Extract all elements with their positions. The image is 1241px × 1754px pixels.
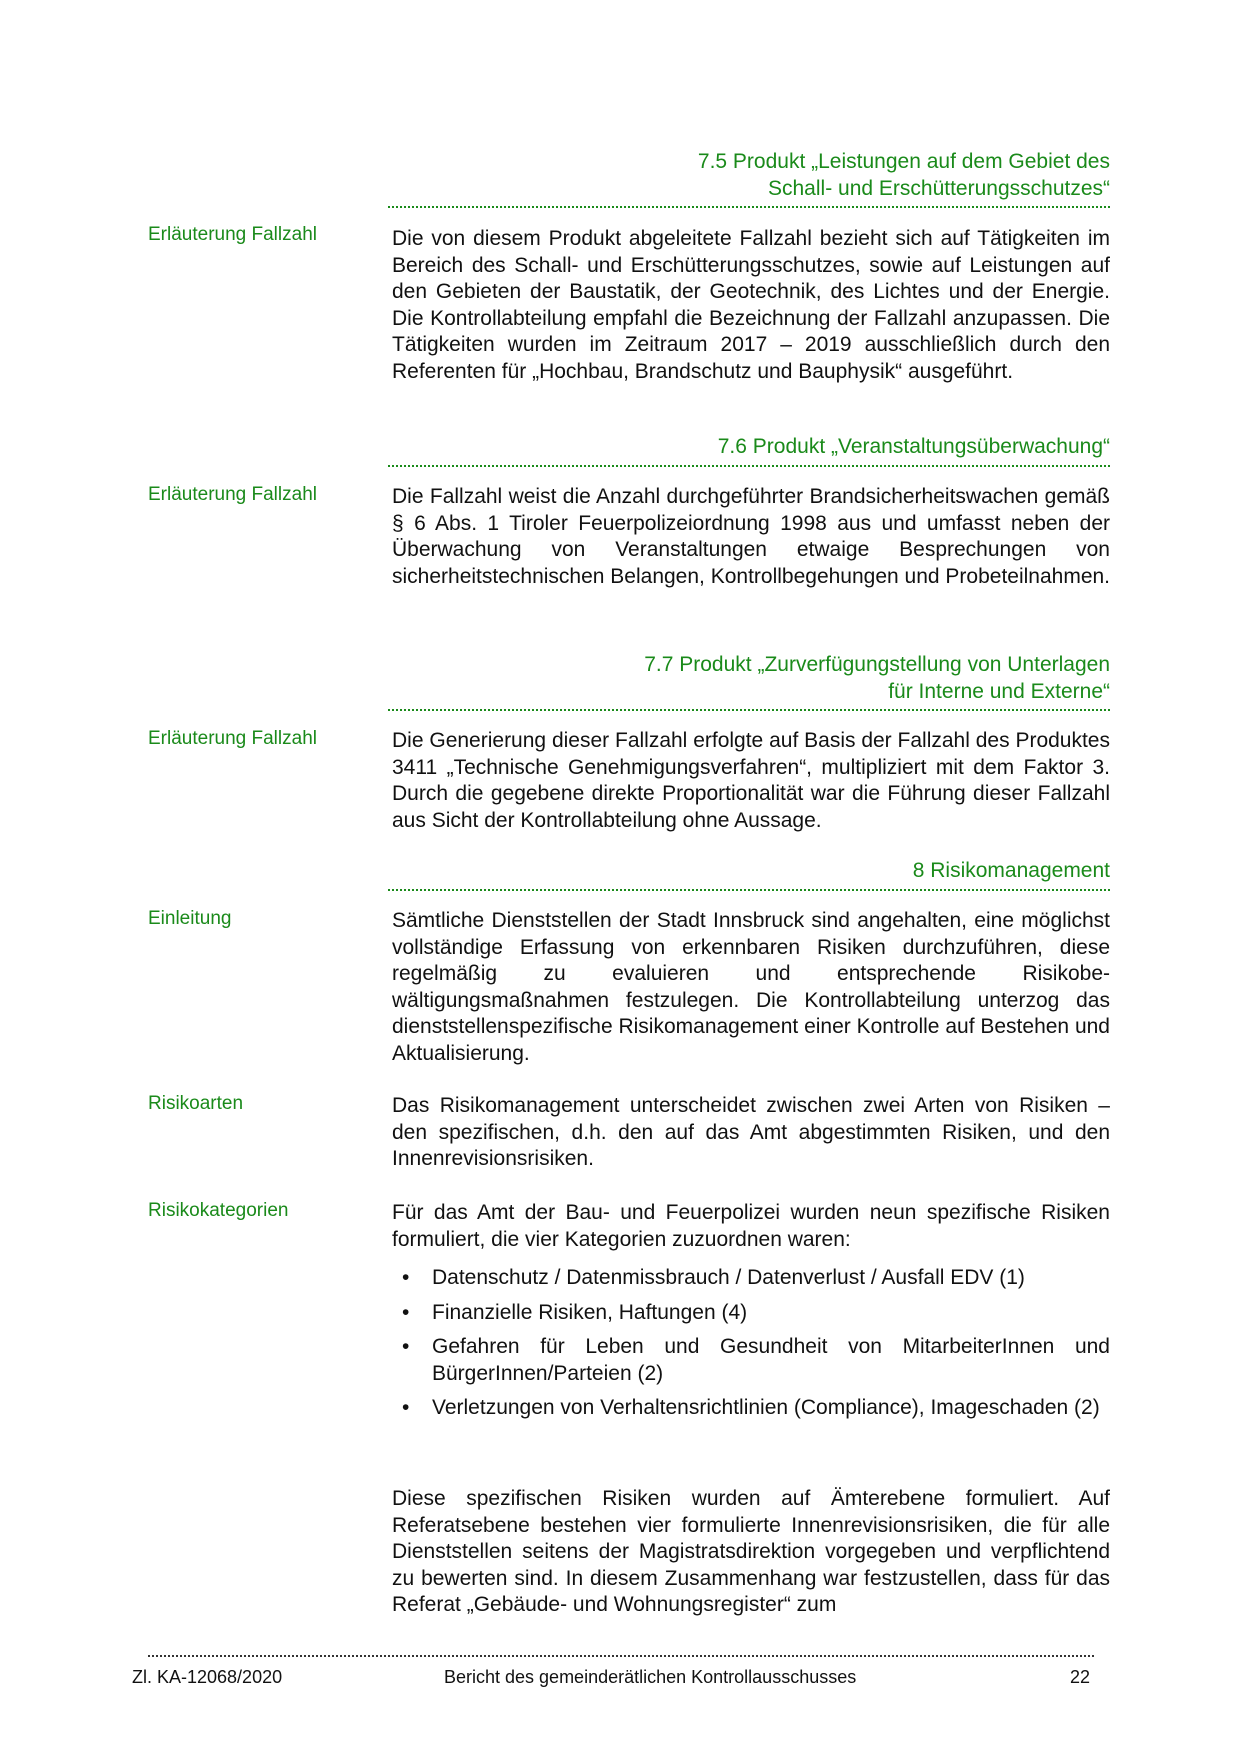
list-item-text: Gefahren für Leben und Gesundheit von MitarbeiterInnen und BürgerInnen/Parteien (2) xyxy=(432,1335,1110,1385)
section-7-5-text: Die von diesem Produkt abgeleitete Fallzahl bezieht sich auf Tätigkeiten im Bereich des Schall- und Erschütterungsschutzes, sowie auf Leistungen auf den Gebieten der Baustatik, der Geotechnik, des Lichtes und der Energie. Die Kontrollabteilung empfahl die Bezeichnung der Fallzahl anzupassen. Die Tätigkeiten wurden im Zeitraum 2017 – 2019 ausschließlich durch den Referenten für „Hochbau, Brandschutz und Bauphysik“ ausgeführt. xyxy=(392,227,1110,383)
section-7-7-heading-line2: für Interne und Externe“ xyxy=(888,680,1110,703)
bullet-icon: • xyxy=(402,1335,410,1359)
footer-divider xyxy=(148,1655,1094,1657)
risikokategorien-text: Für das Amt der Bau- und Feuerpolizei wurden neun spezifische Risiken formuliert, die vier Kategorien zuzuordnen waren: xyxy=(392,1201,1110,1251)
section-8-heading-text: 8 Risikomanagement xyxy=(912,859,1110,882)
list-item xyxy=(392,1300,1110,1327)
final-paragraph: Diese spezifischen Risiken wurden auf Ämterebene formuliert. Auf Referatsebene bestehen vier formulierte Innenrevisionsrisiken, die für alle Dienststellen seitens der Magistratsdirektion vorgegeben und verpflichtend zu bewerten sind. In diesem Zusammenhang war festzustellen, dass für das Referat „Gebäude- und Wohnungsregister“ zum xyxy=(392,1487,1110,1617)
list-item-text: Verletzungen von Verhaltensrichtlinien (Compliance), Imageschaden (2) xyxy=(432,1396,1100,1420)
section-7-6-text: Die Fallzahl weist die Anzahl durchgeführter Brandsicherheitswachen gemäß § 6 Abs. 1 Tiroler Feuerpolizeiordnung 1998 aus und umfasst neben der Überwachung von Veranstaltungen etwaige Besprechungen von sicherheitstechnischen Belangen, Kontrollbegehungen und Probeteilnahmen. xyxy=(392,485,1111,588)
section-7-5-heading-line2: Schall- und Erschütterungsschutzes“ xyxy=(768,177,1110,200)
risikoarten-text: Das Risikomanagement unterscheidet zwischen zwei Arten von Risiken – den spezifischen, d.h. den auf das Amt abgestimmten Risiken, und den Innenrevisionsrisiken. xyxy=(392,1094,1110,1171)
einleitung-label: Einleitung xyxy=(148,908,232,929)
section-7-5-heading-line1: 7.5 Produkt „Leistungen auf dem Gebiet des xyxy=(697,150,1110,173)
section-7-5-heading xyxy=(388,148,1110,202)
section-7-6-heading xyxy=(388,433,1110,460)
section-7-5-label: Erläuterung Fallzahl xyxy=(148,224,317,245)
risikoarten-label: Risikoarten xyxy=(148,1093,244,1114)
page-number: 22 xyxy=(1070,1667,1091,1687)
bullet-icon: • xyxy=(402,1396,410,1420)
bullet-icon: • xyxy=(402,1300,410,1324)
section-7-7-label: Erläuterung Fallzahl xyxy=(148,728,317,749)
list-item-text: Finanzielle Risiken, Haftungen (4) xyxy=(432,1300,748,1324)
section-7-7-divider xyxy=(388,709,1110,711)
footer-reference: Zl. KA-12068/2020 xyxy=(132,1667,283,1687)
risikokategorien-label: Risikokategorien xyxy=(148,1200,289,1221)
einleitung-text: Sämtliche Dienststellen der Stadt Innsbruck sind angehalten, eine möglichst vollständige Erfassung von erkennbaren Risiken durchzuführen, diese regelmäßig zu evaluieren und entsprechende Risikobewältigungsmaßnahmen festzulegen. Die Kontrollabteilung unterzog das dienststellenspezifische Risikomanagement einer Kontrolle auf Bestehen und Aktualisierung. xyxy=(392,909,1110,1065)
list-item xyxy=(392,1265,1110,1292)
section-7-6-heading-text: 7.6 Produkt „Veranstaltungsüberwachung“ xyxy=(717,435,1110,458)
risk-category-list xyxy=(392,1265,1110,1430)
footer-title: Bericht des gemeinderätlichen Kontrollausschusses xyxy=(444,1667,857,1687)
bullet-icon: • xyxy=(402,1266,410,1289)
list-item-text: Datenschutz / Datenmissbrauch / Datenverlust / Ausfall EDV (1) xyxy=(432,1266,1025,1289)
section-7-7-text: Die Generierung dieser Fallzahl erfolgte auf Basis der Fallzahl des Produktes 3411 „Technische Genehmigungsverfahren“, multipliziert mit dem Faktor 3. Durch die gegebene direkte Proportionalität war die Führung dieser Fallzahl aus Sicht der Kontrollabteilung ohne Aussage. xyxy=(392,729,1110,832)
list-item xyxy=(392,1395,1110,1422)
list-item xyxy=(392,1334,1110,1387)
section-7-6-divider xyxy=(388,465,1110,467)
section-8-divider xyxy=(388,889,1110,891)
section-8-heading xyxy=(388,857,1110,884)
section-7-7-heading xyxy=(388,651,1110,705)
section-7-6-label: Erläuterung Fallzahl xyxy=(148,484,317,505)
section-7-5-divider xyxy=(388,206,1110,208)
section-7-7-heading-line1: 7.7 Produkt „Zurverfügungstellung von Unterlagen xyxy=(644,653,1110,676)
